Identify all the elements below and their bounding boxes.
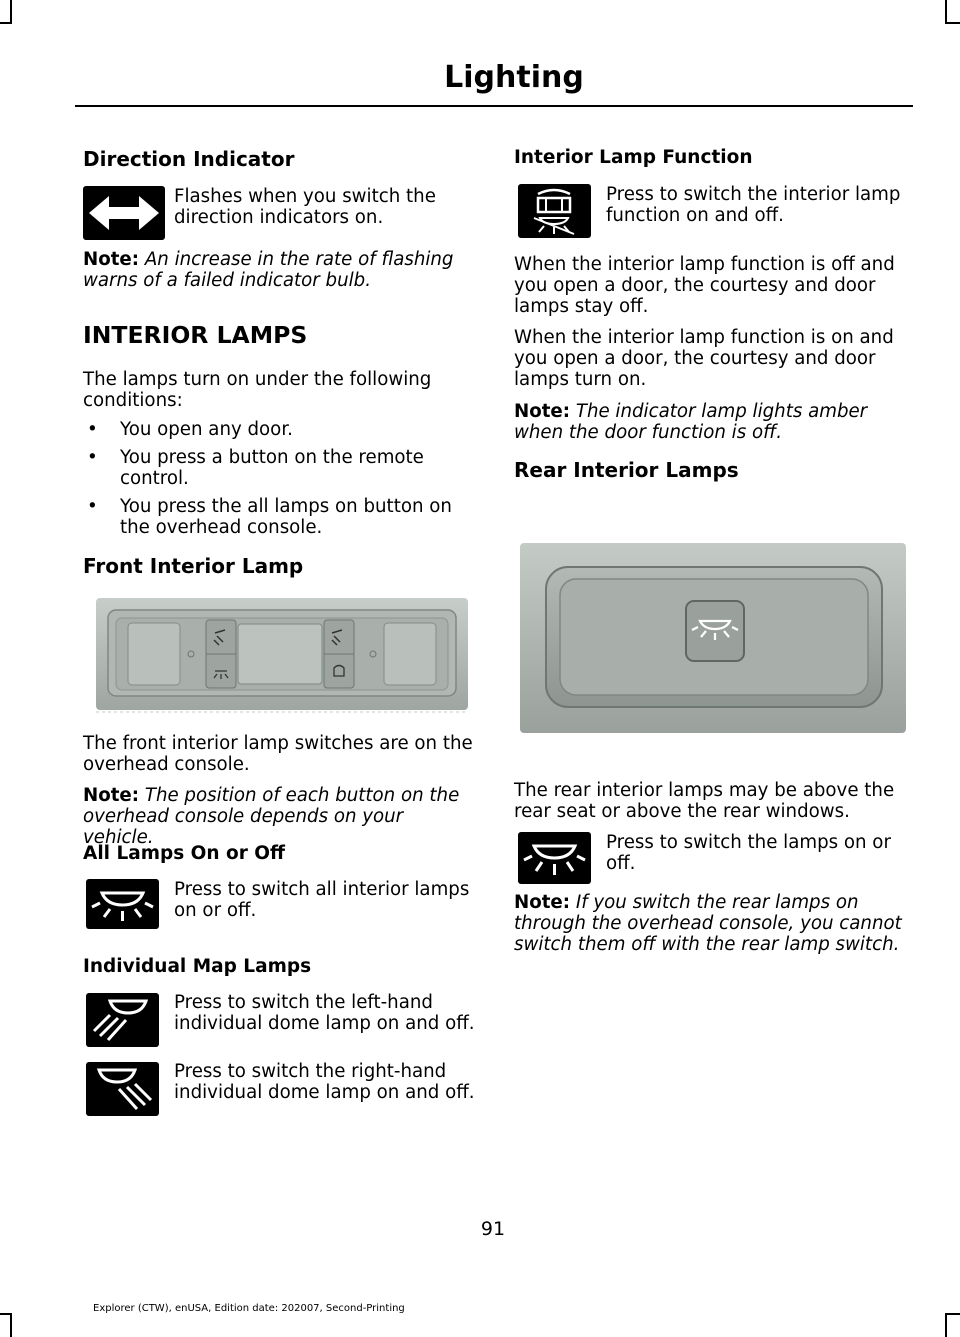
crop-mark bbox=[0, 1313, 12, 1315]
front-interior-lamp-heading: Front Interior Lamp bbox=[83, 554, 304, 578]
note-label: Note: bbox=[514, 401, 571, 422]
interior-lamp-function-heading: Interior Lamp Function bbox=[514, 147, 753, 168]
header-rule bbox=[75, 105, 913, 107]
all-lamps-icon bbox=[86, 879, 159, 929]
function-note bbox=[514, 401, 909, 443]
rear-press-text: Press to switch the lamps on or off. bbox=[606, 832, 891, 874]
all-lamps-text: Press to switch all interior lamps on or off. bbox=[174, 879, 470, 921]
interior-lamp-function-text: Press to switch the interior lamp function on and off. bbox=[606, 184, 901, 226]
rear-lamp-image bbox=[520, 543, 906, 733]
note-label: Note: bbox=[83, 785, 140, 806]
direction-indicator-heading: Direction Indicator bbox=[83, 147, 295, 171]
rear-note bbox=[514, 892, 909, 955]
front-console-image bbox=[96, 598, 468, 718]
function-off-text: When the interior lamp function is off and you open a door, the courtesy and door lamps stay off. bbox=[514, 254, 895, 317]
map-lamps-heading: Individual Map Lamps bbox=[83, 956, 312, 977]
direction-indicator-text: Flashes when you switch the direction indicators on. bbox=[174, 186, 436, 228]
interior-lamps-heading: INTERIOR LAMPS bbox=[83, 321, 308, 349]
note-label: Note: bbox=[83, 249, 140, 270]
rear-lamp-icon bbox=[518, 832, 591, 884]
crop-mark bbox=[10, 0, 12, 22]
function-on-text: When the interior lamp function is on and you open a door, the courtesy and door lamps turn on. bbox=[514, 327, 894, 390]
note-text: The indicator lamp lights amber when the door function is off. bbox=[514, 401, 868, 443]
front-note bbox=[83, 785, 478, 848]
front-interior-text: The front interior lamp switches are on the overhead console. bbox=[83, 733, 473, 775]
footer-text: Explorer (CTW), enUSA, Edition date: 202007, Second-Printing bbox=[93, 1303, 405, 1314]
note-label: Note: bbox=[514, 892, 571, 913]
interior-intro: The lamps turn on under the following conditions: bbox=[83, 369, 432, 411]
page-number: 91 bbox=[480, 1218, 506, 1240]
note-text: If you switch the rear lamps on through the overhead console, you cannot switch them off with the rear lamp switch. bbox=[514, 892, 902, 955]
right-map-lamp-text: Press to switch the right-hand individual dome lamp on and off. bbox=[174, 1061, 475, 1103]
rear-interior-text: The rear interior lamps may be above the rear seat or above the rear windows. bbox=[514, 780, 895, 822]
crop-mark bbox=[945, 0, 947, 22]
crop-mark bbox=[0, 22, 12, 24]
left-map-lamp-icon bbox=[86, 993, 159, 1047]
direction-indicator-icon bbox=[83, 186, 165, 240]
interior-lamp-function-icon bbox=[518, 184, 591, 238]
note-text: The position of each button on the overhead console depends on your vehicle. bbox=[83, 785, 460, 848]
all-lamps-heading: All Lamps On or Off bbox=[83, 843, 286, 864]
crop-mark bbox=[945, 1313, 960, 1315]
crop-mark bbox=[945, 1313, 947, 1337]
crop-mark bbox=[945, 22, 960, 24]
page-title: Lighting bbox=[444, 60, 584, 95]
crop-mark bbox=[10, 1313, 12, 1337]
left-map-lamp-text: Press to switch the left-hand individual dome lamp on and off. bbox=[174, 992, 475, 1034]
note-text: An increase in the rate of flashing warns of a failed indicator bulb. bbox=[83, 249, 454, 291]
right-map-lamp-icon bbox=[86, 1062, 159, 1116]
direction-note bbox=[83, 249, 463, 291]
rear-interior-lamps-heading: Rear Interior Lamps bbox=[514, 458, 739, 482]
